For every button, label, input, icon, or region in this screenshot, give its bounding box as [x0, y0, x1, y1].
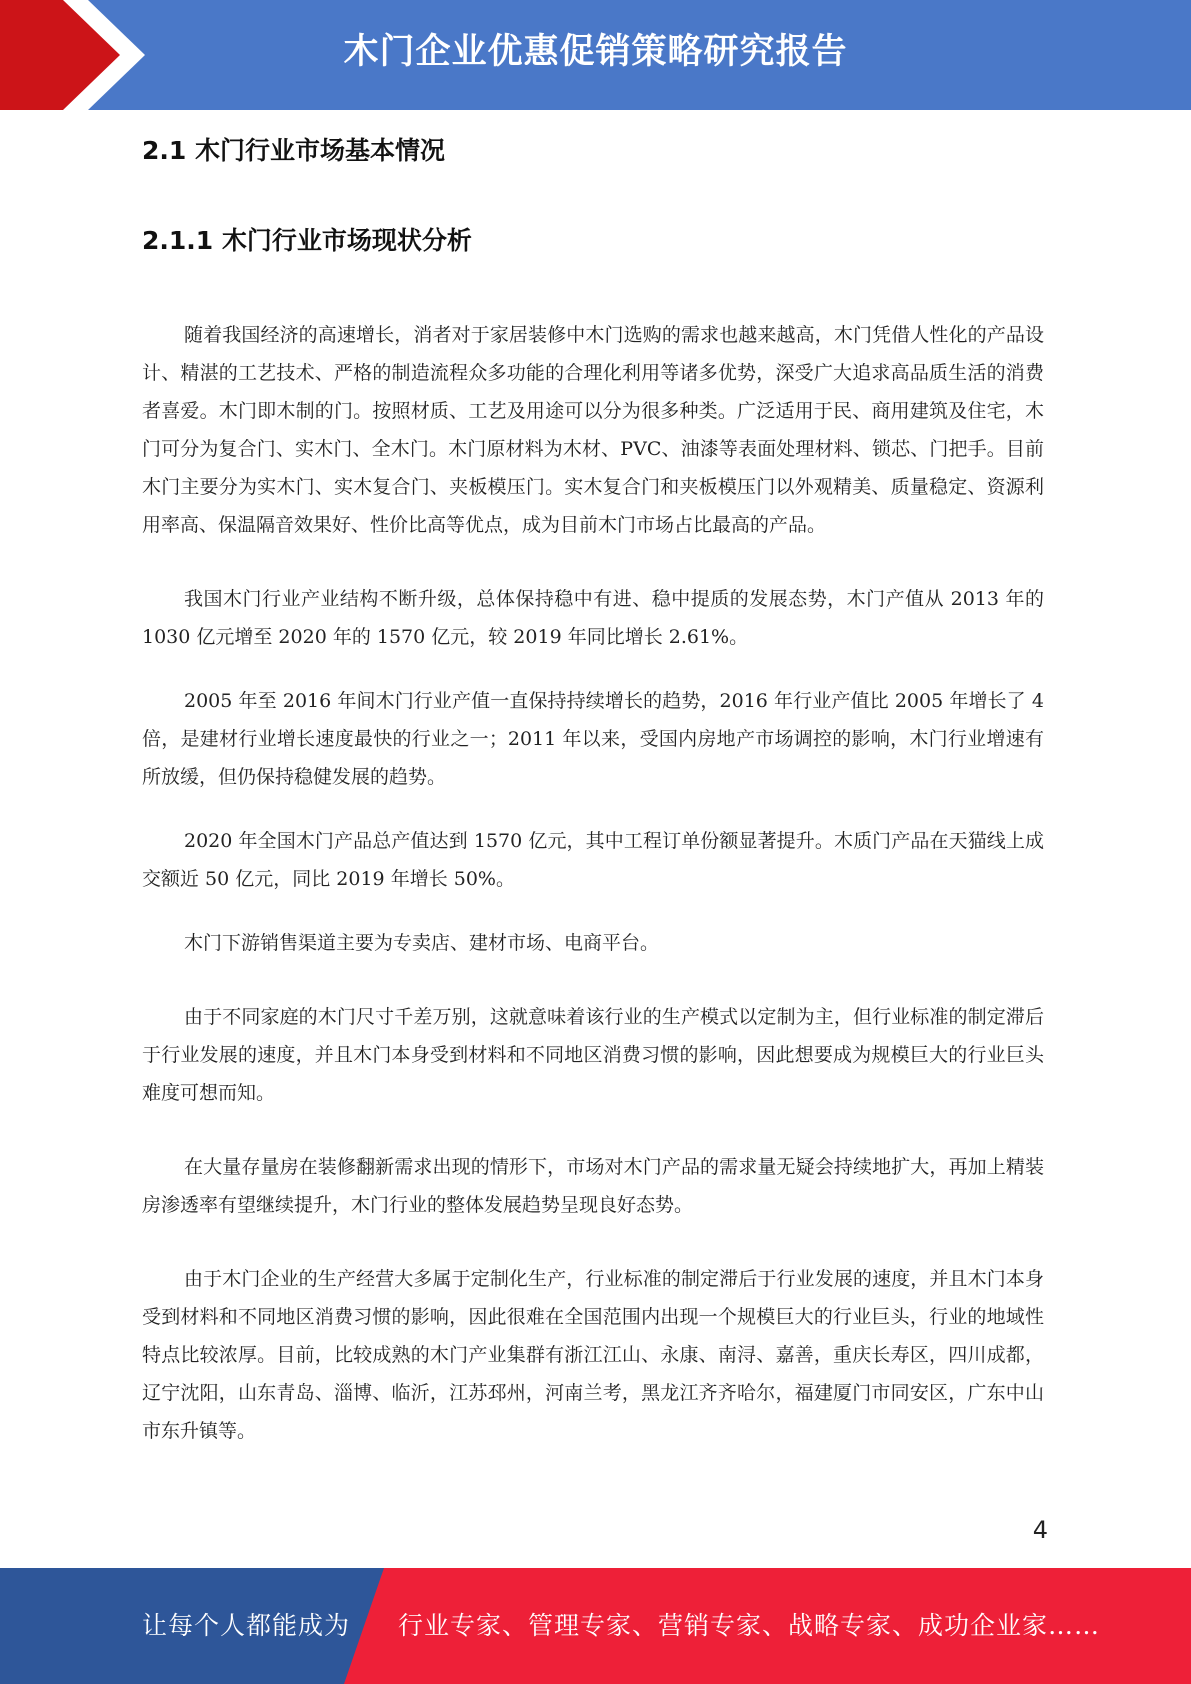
paragraph: 由于不同家庭的木门尺寸千差万别，这就意味着该行业的生产模式以定制为主，但行业标准的制定滞后于行业发展的速度，并且木门本身受到材料和不同地区消费习惯的影响，因此想要成为规模巨大的行业巨头难度可想而知。 [142, 1006, 1044, 1104]
page-footer [0, 1568, 1191, 1684]
paragraph: 我国木门行业产业结构不断升级，总体保持稳中有进、稳中提质的发展态势，木门产值从 2013 年的 1030 亿元增至 2020 年的 1570 亿元，较 2019 年同比增长 2.61%。 [142, 588, 1044, 648]
document-body [142, 128, 1044, 1450]
paragraph: 由于木门企业的生产经营大多属于定制化生产，行业标准的制定滞后于行业发展的速度，并且木门本身受到材料和不同地区消费习惯的影响，因此很难在全国范围内出现一个规模巨大的行业巨头，行业的地域性特点比较浓厚。目前，比较成熟的木门产业集群有浙江江山、永康、南浔、嘉善，重庆长寿区，四川成都，辽宁沈阳，山东青岛、淄博、临沂，江苏邳州，河南兰考，黑龙江齐齐哈尔，福建厦门市同安区，广东中山市东升镇等。 [142, 1268, 1044, 1442]
footer-slogan-right: 行业专家、管理专家、营销专家、战略专家、成功企业家…… [398, 1611, 1101, 1640]
paragraph: 2005 年至 2016 年间木门行业产值一直保持持续增长的趋势，2016 年行业产值比 2005 年增长了 4 倍，是建材行业增长速度最快的行业之一；2011 年以来，受国内房地产市场调控的影响，木门行业增速有所放缓，但仍保持稳健发展的趋势。 [142, 690, 1044, 788]
paragraph: 木门下游销售渠道主要为专卖店、建材市场、电商平台。 [184, 932, 660, 954]
footer-slogan-left: 让每个人都能成为 [142, 1611, 351, 1640]
page-header [0, 0, 1191, 110]
paragraph: 2020 年全国木门产品总产值达到 1570 亿元，其中工程订单份额显著提升。木质门产品在天猫线上成交额近 50 亿元，同比 2019 年增长 50%。 [142, 830, 1044, 890]
paragraph: 在大量存量房在装修翻新需求出现的情形下，市场对木门产品的需求量无疑会持续地扩大，再加上精装房渗透率有望继续提升，木门行业的整体发展趋势呈现良好态势。 [142, 1156, 1044, 1216]
report-title: 木门企业优惠促销策略研究报告 [343, 32, 848, 72]
paragraph: 随着我国经济的高速增长，消者对于家居装修中木门选购的需求也越来越高，木门凭借人性化的产品设计、精湛的工艺技术、严格的制造流程众多功能的合理化利用等诸多优势，深受广大追求高品质生活的消费者喜爱。木门即木制的门。按照材质、工艺及用途可以分为很多种类。广泛适用于民、商用建筑及住宅，木门可分为复合门、实木门、全木门。木门原材料为木材、PVC、油漆等表面处理材料、锁芯、门把手。目前木门主要分为实木门、实木复合门、夹板模压门。实木复合门和夹板模压门以外观精美、质量稳定、资源利用率高、保温隔音效果好、性价比高等优点，成为目前木门市场占比最高的产品。 [142, 324, 1044, 536]
subsection-heading: 2.1.1 木门行业市场现状分析 [142, 226, 472, 255]
section-heading: 2.1 木门行业市场基本情况 [142, 136, 445, 165]
page-number: 4 [1032, 1516, 1048, 1544]
